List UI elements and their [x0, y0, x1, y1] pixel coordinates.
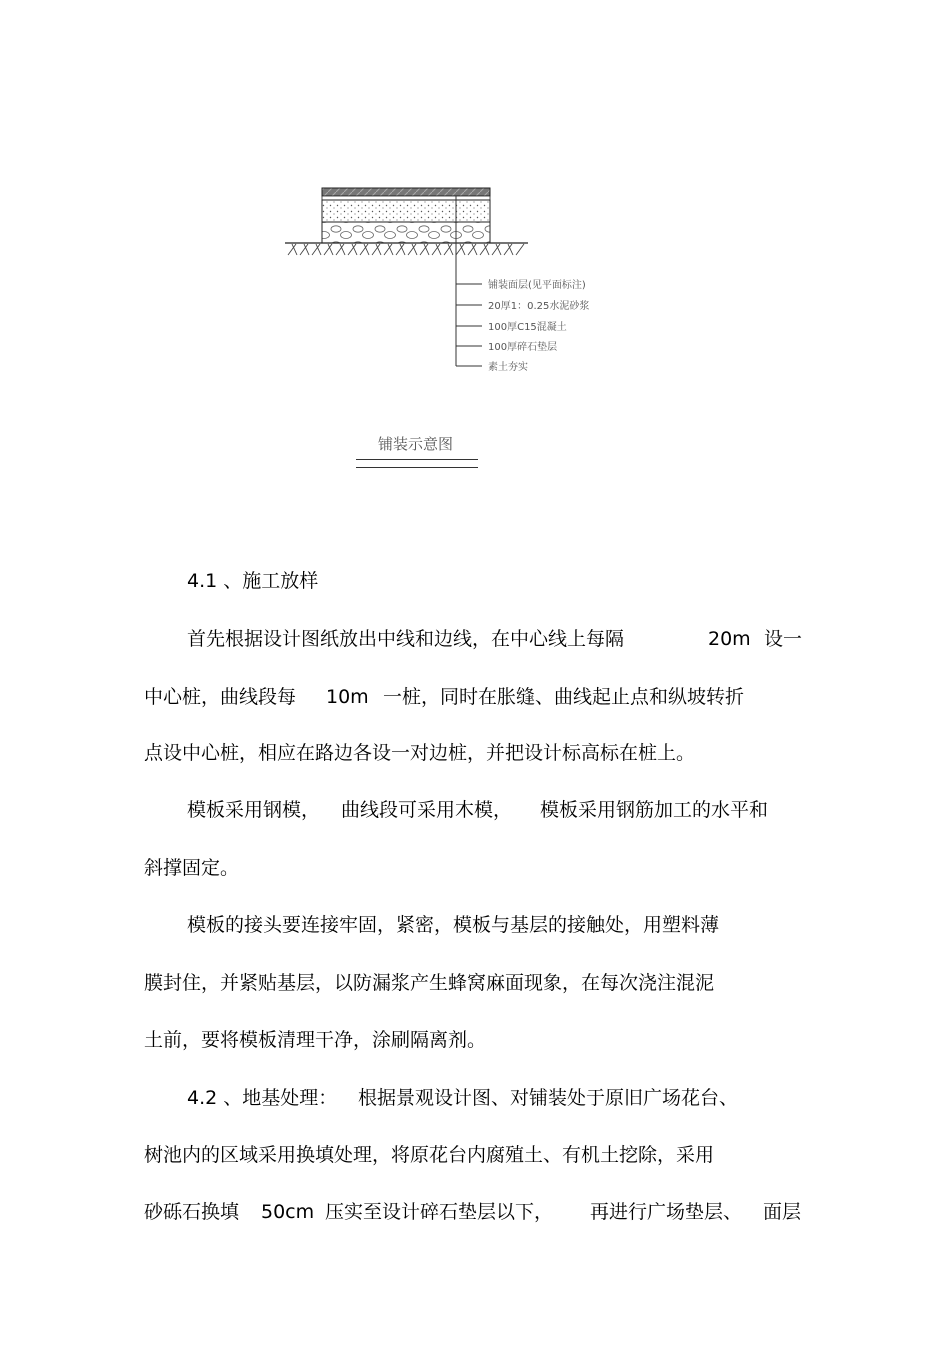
concrete-layer [322, 200, 490, 222]
text-run: 面层 [763, 1201, 802, 1223]
layer-label: 铺装面层(见平面标注) [488, 280, 586, 291]
gravel-layer [322, 222, 490, 243]
layer-label: 素土夯实 [488, 362, 528, 373]
text-run: 膜封住，并紧贴基层，以防漏浆产生蜂窝麻面现象，在每次浇注混泥 [144, 972, 715, 994]
layer-label: 100厚碎石垫层 [488, 342, 558, 353]
caption-underline [356, 467, 478, 468]
text-run: 模板的接头要连接牢固，紧密，模板与基层的接触处，用塑料薄 [187, 914, 720, 936]
text-run: 树池内的区域采用换填处理，将原花台内腐殖土、有机土挖除，采用 [144, 1144, 715, 1166]
text-run: 模板采用钢筋加工的水平和 [540, 799, 769, 821]
soil-hatching [288, 244, 524, 255]
text-run: 20m [708, 628, 751, 650]
text-run: 砂砾石换填 [144, 1201, 240, 1223]
text-run: 再进行广场垫层、 [590, 1201, 743, 1223]
text-run: 曲线段可采用木模， [341, 799, 513, 821]
text-run: 斜撑固定。 [144, 857, 240, 879]
text-run: 4.2 、地基处理： [187, 1087, 338, 1109]
pavement-section-diagram [0, 0, 950, 480]
text-run: 土前，要将模板清理干净，涂刷隔离剂。 [144, 1029, 487, 1051]
caption-underline [356, 459, 478, 460]
layer-label: 100厚C15混凝土 [488, 322, 567, 333]
heading-text: 4.1 、施工放样 [187, 570, 319, 592]
text-run: 根据景观设计图、对铺装处于原旧广场花台、 [358, 1087, 739, 1109]
text-run: 设一 [764, 628, 803, 650]
text-run: 10m [326, 686, 369, 708]
text-run: 50cm [261, 1201, 315, 1223]
text-run: 压实至设计碎石垫层以下， [325, 1201, 554, 1223]
layer-label: 20厚1：0.25水泥砂浆 [488, 301, 590, 312]
surface-layer [322, 188, 490, 196]
text-run: 模板采用钢模， [187, 799, 321, 821]
text-run: 点设中心桩，相应在路边各设一对边桩，并把设计标高标在桩上。 [144, 742, 696, 764]
mortar-layer [322, 196, 490, 200]
text-run: 一桩，同时在胀缝、曲线起止点和纵坡转折 [383, 686, 745, 708]
text-run: 首先根据设计图纸放出中线和边线，在中心线上每隔 [187, 628, 625, 650]
diagram-caption: 铺装示意图 [378, 435, 454, 453]
text-run: 中心桩，曲线段每 [144, 686, 297, 708]
